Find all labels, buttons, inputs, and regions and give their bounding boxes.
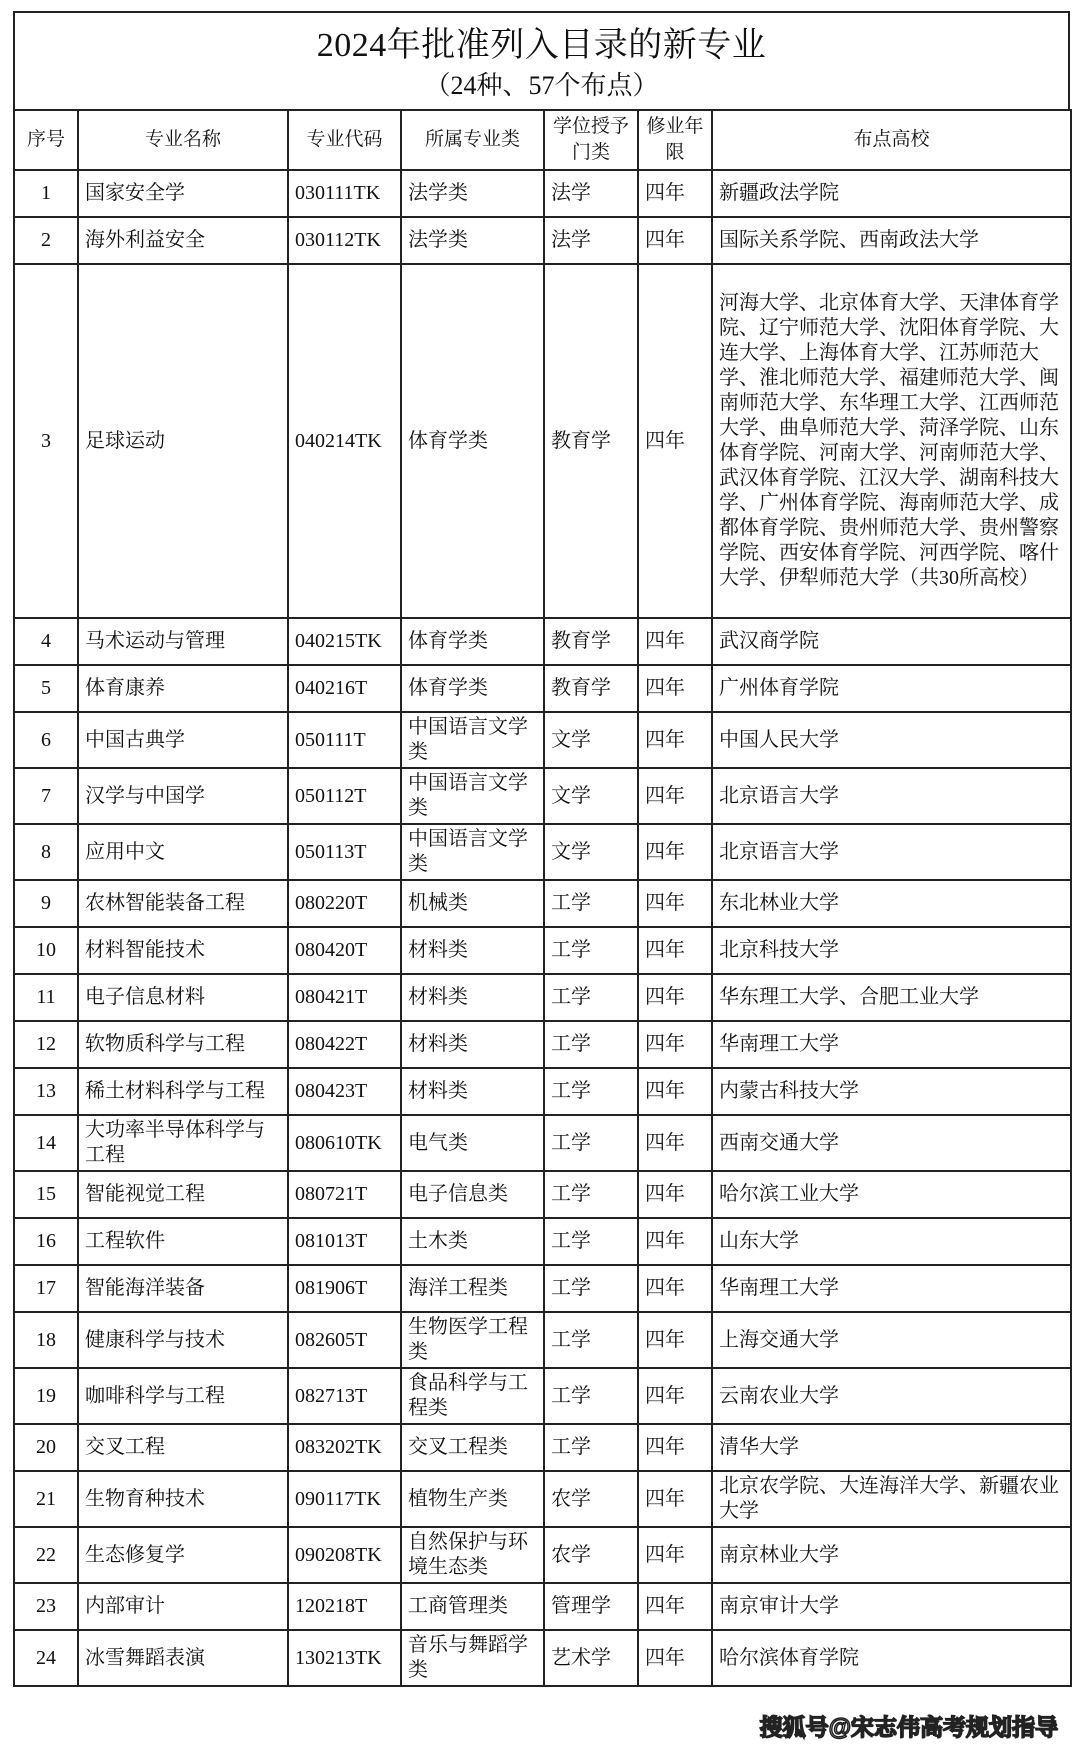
cell-index: 8 xyxy=(14,824,78,880)
cell-major-name: 材料智能技术 xyxy=(78,927,288,974)
cell-major-name: 海外利益安全 xyxy=(78,217,288,264)
table-row xyxy=(14,1312,1071,1368)
cell-major-code: 040215TK xyxy=(288,618,401,665)
table-row xyxy=(14,1424,1071,1471)
table-row xyxy=(14,768,1071,824)
cell-degree: 文学 xyxy=(544,768,638,824)
cell-degree: 教育学 xyxy=(544,264,638,618)
table-row xyxy=(14,1115,1071,1171)
cell-major-code: 082713T xyxy=(288,1368,401,1424)
cell-universities: 北京科技大学 xyxy=(712,927,1071,974)
cell-category: 中国语言文学类 xyxy=(401,768,544,824)
cell-degree: 农学 xyxy=(544,1471,638,1527)
cell-duration: 四年 xyxy=(638,712,712,768)
cell-category: 中国语言文学类 xyxy=(401,712,544,768)
cell-major-name: 国家安全学 xyxy=(78,170,288,217)
cell-universities: 中国人民大学 xyxy=(712,712,1071,768)
cell-major-code: 080721T xyxy=(288,1171,401,1218)
cell-major-code: 030111TK xyxy=(288,170,401,217)
cell-duration: 四年 xyxy=(638,264,712,618)
cell-degree: 法学 xyxy=(544,170,638,217)
cell-universities: 华南理工大学 xyxy=(712,1021,1071,1068)
table-row xyxy=(14,1265,1071,1312)
cell-universities: 上海交通大学 xyxy=(712,1312,1071,1368)
cell-major-code: 030112TK xyxy=(288,217,401,264)
cell-index: 9 xyxy=(14,880,78,927)
cell-major-name: 智能视觉工程 xyxy=(78,1171,288,1218)
cell-duration: 四年 xyxy=(638,1115,712,1171)
cell-major-name: 电子信息材料 xyxy=(78,974,288,1021)
cell-universities: 南京审计大学 xyxy=(712,1583,1071,1630)
cell-category: 材料类 xyxy=(401,927,544,974)
cell-category: 生物医学工程类 xyxy=(401,1312,544,1368)
cell-major-name: 交叉工程 xyxy=(78,1424,288,1471)
cell-universities: 北京语言大学 xyxy=(712,768,1071,824)
cell-universities: 东北林业大学 xyxy=(712,880,1071,927)
cell-category: 自然保护与环境生态类 xyxy=(401,1527,544,1583)
cell-category: 法学类 xyxy=(401,217,544,264)
cell-major-code: 120218T xyxy=(288,1583,401,1630)
cell-major-name: 中国古典学 xyxy=(78,712,288,768)
cell-duration: 四年 xyxy=(638,880,712,927)
majors-table xyxy=(13,109,1072,1687)
cell-category: 土木类 xyxy=(401,1218,544,1265)
cell-major-code: 080422T xyxy=(288,1021,401,1068)
cell-index: 3 xyxy=(14,264,78,618)
cell-duration: 四年 xyxy=(638,1265,712,1312)
cell-category: 植物生产类 xyxy=(401,1471,544,1527)
cell-degree: 文学 xyxy=(544,824,638,880)
cell-major-name: 软物质科学与工程 xyxy=(78,1021,288,1068)
cell-duration: 四年 xyxy=(638,1471,712,1527)
cell-index: 18 xyxy=(14,1312,78,1368)
cell-degree: 工学 xyxy=(544,1171,638,1218)
cell-universities: 西南交通大学 xyxy=(712,1115,1071,1171)
cell-universities: 内蒙古科技大学 xyxy=(712,1068,1071,1115)
cell-index: 17 xyxy=(14,1265,78,1312)
cell-major-code: 082605T xyxy=(288,1312,401,1368)
cell-major-name: 稀土材料科学与工程 xyxy=(78,1068,288,1115)
cell-index: 7 xyxy=(14,768,78,824)
cell-category: 音乐与舞蹈学类 xyxy=(401,1630,544,1686)
cell-universities: 广州体育学院 xyxy=(712,665,1071,712)
watermark: 搜狐号@宋志伟高考规划指导 xyxy=(759,1714,1058,1740)
cell-duration: 四年 xyxy=(638,1021,712,1068)
cell-major-code: 050113T xyxy=(288,824,401,880)
table-row xyxy=(14,1171,1071,1218)
page-subtitle: （24种、57个布点） xyxy=(424,71,659,100)
cell-category: 法学类 xyxy=(401,170,544,217)
cell-index: 24 xyxy=(14,1630,78,1686)
table-row xyxy=(14,1583,1071,1630)
cell-category: 食品科学与工程类 xyxy=(401,1368,544,1424)
cell-universities: 华南理工大学 xyxy=(712,1265,1071,1312)
cell-universities: 北京语言大学 xyxy=(712,824,1071,880)
header-col-major-code: 专业代码 xyxy=(288,110,401,170)
header-col-universities: 布点高校 xyxy=(712,110,1071,170)
table-row xyxy=(14,974,1071,1021)
cell-major-name: 生物育种技术 xyxy=(78,1471,288,1527)
cell-duration: 四年 xyxy=(638,824,712,880)
cell-index: 14 xyxy=(14,1115,78,1171)
cell-major-name: 健康科学与技术 xyxy=(78,1312,288,1368)
cell-duration: 四年 xyxy=(638,1312,712,1368)
cell-major-code: 040214TK xyxy=(288,264,401,618)
table-row xyxy=(14,1630,1071,1686)
cell-index: 20 xyxy=(14,1424,78,1471)
cell-degree: 工学 xyxy=(544,1115,638,1171)
cell-degree: 教育学 xyxy=(544,618,638,665)
cell-major-code: 050112T xyxy=(288,768,401,824)
cell-index: 19 xyxy=(14,1368,78,1424)
page-title: 2024年批准列入目录的新专业 xyxy=(316,27,767,64)
cell-duration: 四年 xyxy=(638,1630,712,1686)
header-col-duration: 修业年限 xyxy=(638,110,712,170)
table-row xyxy=(14,618,1071,665)
cell-universities: 河海大学、北京体育大学、天津体育学院、辽宁师范大学、沈阳体育学院、大连大学、上海体育大学、江苏师范大学、淮北师范大学、福建师范大学、闽南师范大学、东华理工大学、江西师范大学、曲阜师范大学、菏泽学院、山东体育学院、河南大学、河南师范大学、武汉体育学院、江汉大学、湖南科技大学、广州体育学院、海南师范大学、成都体育学院、贵州师范大学、贵州警察学院、西安体育学院、河西学院、喀什大学、伊犁师范大学（共30所高校） xyxy=(712,264,1071,618)
cell-major-code: 081906T xyxy=(288,1265,401,1312)
cell-universities: 云南农业大学 xyxy=(712,1368,1071,1424)
cell-major-code: 080420T xyxy=(288,927,401,974)
cell-major-name: 冰雪舞蹈表演 xyxy=(78,1630,288,1686)
cell-duration: 四年 xyxy=(638,1218,712,1265)
cell-degree: 文学 xyxy=(544,712,638,768)
cell-degree: 工学 xyxy=(544,1424,638,1471)
cell-universities: 北京农学院、大连海洋大学、新疆农业大学 xyxy=(712,1471,1071,1527)
cell-major-code: 083202TK xyxy=(288,1424,401,1471)
cell-degree: 工学 xyxy=(544,880,638,927)
table-row xyxy=(14,217,1071,264)
cell-major-code: 080421T xyxy=(288,974,401,1021)
cell-index: 4 xyxy=(14,618,78,665)
cell-category: 材料类 xyxy=(401,974,544,1021)
cell-duration: 四年 xyxy=(638,170,712,217)
cell-major-name: 大功率半导体科学与工程 xyxy=(78,1115,288,1171)
document xyxy=(13,11,1070,1687)
cell-major-name: 工程软件 xyxy=(78,1218,288,1265)
cell-index: 6 xyxy=(14,712,78,768)
cell-universities: 哈尔滨工业大学 xyxy=(712,1171,1071,1218)
cell-category: 交叉工程类 xyxy=(401,1424,544,1471)
cell-degree: 法学 xyxy=(544,217,638,264)
cell-duration: 四年 xyxy=(638,665,712,712)
cell-degree: 工学 xyxy=(544,1265,638,1312)
cell-category: 电子信息类 xyxy=(401,1171,544,1218)
cell-duration: 四年 xyxy=(638,974,712,1021)
cell-index: 11 xyxy=(14,974,78,1021)
cell-major-name: 智能海洋装备 xyxy=(78,1265,288,1312)
cell-duration: 四年 xyxy=(638,1068,712,1115)
table-row xyxy=(14,170,1071,217)
cell-index: 16 xyxy=(14,1218,78,1265)
cell-degree: 工学 xyxy=(544,927,638,974)
cell-category: 材料类 xyxy=(401,1068,544,1115)
table-header xyxy=(14,110,1071,170)
cell-major-name: 内部审计 xyxy=(78,1583,288,1630)
cell-major-code: 081013T xyxy=(288,1218,401,1265)
cell-degree: 管理学 xyxy=(544,1583,638,1630)
cell-duration: 四年 xyxy=(638,618,712,665)
header-col-index: 序号 xyxy=(14,110,78,170)
cell-major-code: 050111T xyxy=(288,712,401,768)
cell-category: 工商管理类 xyxy=(401,1583,544,1630)
cell-category: 中国语言文学类 xyxy=(401,824,544,880)
cell-major-code: 080423T xyxy=(288,1068,401,1115)
cell-major-name: 马术运动与管理 xyxy=(78,618,288,665)
cell-duration: 四年 xyxy=(638,1527,712,1583)
cell-index: 1 xyxy=(14,170,78,217)
cell-degree: 工学 xyxy=(544,1368,638,1424)
cell-universities: 华东理工大学、合肥工业大学 xyxy=(712,974,1071,1021)
cell-major-name: 应用中文 xyxy=(78,824,288,880)
cell-index: 23 xyxy=(14,1583,78,1630)
cell-major-code: 080220T xyxy=(288,880,401,927)
cell-universities: 国际关系学院、西南政法大学 xyxy=(712,217,1071,264)
cell-duration: 四年 xyxy=(638,768,712,824)
cell-category: 材料类 xyxy=(401,1021,544,1068)
cell-duration: 四年 xyxy=(638,1368,712,1424)
cell-degree: 工学 xyxy=(544,974,638,1021)
cell-index: 15 xyxy=(14,1171,78,1218)
cell-index: 2 xyxy=(14,217,78,264)
cell-category: 海洋工程类 xyxy=(401,1265,544,1312)
cell-degree: 艺术学 xyxy=(544,1630,638,1686)
cell-index: 22 xyxy=(14,1527,78,1583)
cell-major-name: 农林智能装备工程 xyxy=(78,880,288,927)
cell-major-code: 090208TK xyxy=(288,1527,401,1583)
table-row xyxy=(14,1068,1071,1115)
table-row xyxy=(14,1021,1071,1068)
cell-universities: 清华大学 xyxy=(712,1424,1071,1471)
table-row xyxy=(14,1368,1071,1424)
cell-major-code: 040216T xyxy=(288,665,401,712)
cell-category: 电气类 xyxy=(401,1115,544,1171)
title-block xyxy=(13,11,1070,109)
header-col-degree: 学位授予门类 xyxy=(544,110,638,170)
cell-category: 体育学类 xyxy=(401,264,544,618)
table-row xyxy=(14,712,1071,768)
cell-degree: 工学 xyxy=(544,1021,638,1068)
cell-index: 5 xyxy=(14,665,78,712)
cell-duration: 四年 xyxy=(638,1583,712,1630)
cell-major-name: 汉学与中国学 xyxy=(78,768,288,824)
cell-duration: 四年 xyxy=(638,1424,712,1471)
cell-index: 13 xyxy=(14,1068,78,1115)
cell-degree: 教育学 xyxy=(544,665,638,712)
cell-universities: 新疆政法学院 xyxy=(712,170,1071,217)
cell-major-code: 080610TK xyxy=(288,1115,401,1171)
table-row xyxy=(14,264,1071,618)
cell-universities: 哈尔滨体育学院 xyxy=(712,1630,1071,1686)
cell-degree: 工学 xyxy=(544,1218,638,1265)
cell-degree: 工学 xyxy=(544,1312,638,1368)
cell-index: 12 xyxy=(14,1021,78,1068)
cell-universities: 武汉商学院 xyxy=(712,618,1071,665)
cell-universities: 山东大学 xyxy=(712,1218,1071,1265)
table-row xyxy=(14,1527,1071,1583)
cell-degree: 农学 xyxy=(544,1527,638,1583)
table-row xyxy=(14,1218,1071,1265)
cell-major-name: 足球运动 xyxy=(78,264,288,618)
cell-duration: 四年 xyxy=(638,927,712,974)
cell-major-name: 体育康养 xyxy=(78,665,288,712)
cell-major-name: 生态修复学 xyxy=(78,1527,288,1583)
table-row xyxy=(14,665,1071,712)
table-row xyxy=(14,880,1071,927)
cell-major-code: 130213TK xyxy=(288,1630,401,1686)
header-col-category: 所属专业类 xyxy=(401,110,544,170)
table-row xyxy=(14,927,1071,974)
cell-index: 10 xyxy=(14,927,78,974)
cell-degree: 工学 xyxy=(544,1068,638,1115)
cell-major-name: 咖啡科学与工程 xyxy=(78,1368,288,1424)
cell-category: 机械类 xyxy=(401,880,544,927)
cell-duration: 四年 xyxy=(638,217,712,264)
cell-duration: 四年 xyxy=(638,1171,712,1218)
cell-category: 体育学类 xyxy=(401,618,544,665)
cell-universities: 南京林业大学 xyxy=(712,1527,1071,1583)
table-row xyxy=(14,1471,1071,1527)
cell-major-code: 090117TK xyxy=(288,1471,401,1527)
cell-index: 21 xyxy=(14,1471,78,1527)
table-row xyxy=(14,824,1071,880)
cell-category: 体育学类 xyxy=(401,665,544,712)
header-col-major-name: 专业名称 xyxy=(78,110,288,170)
